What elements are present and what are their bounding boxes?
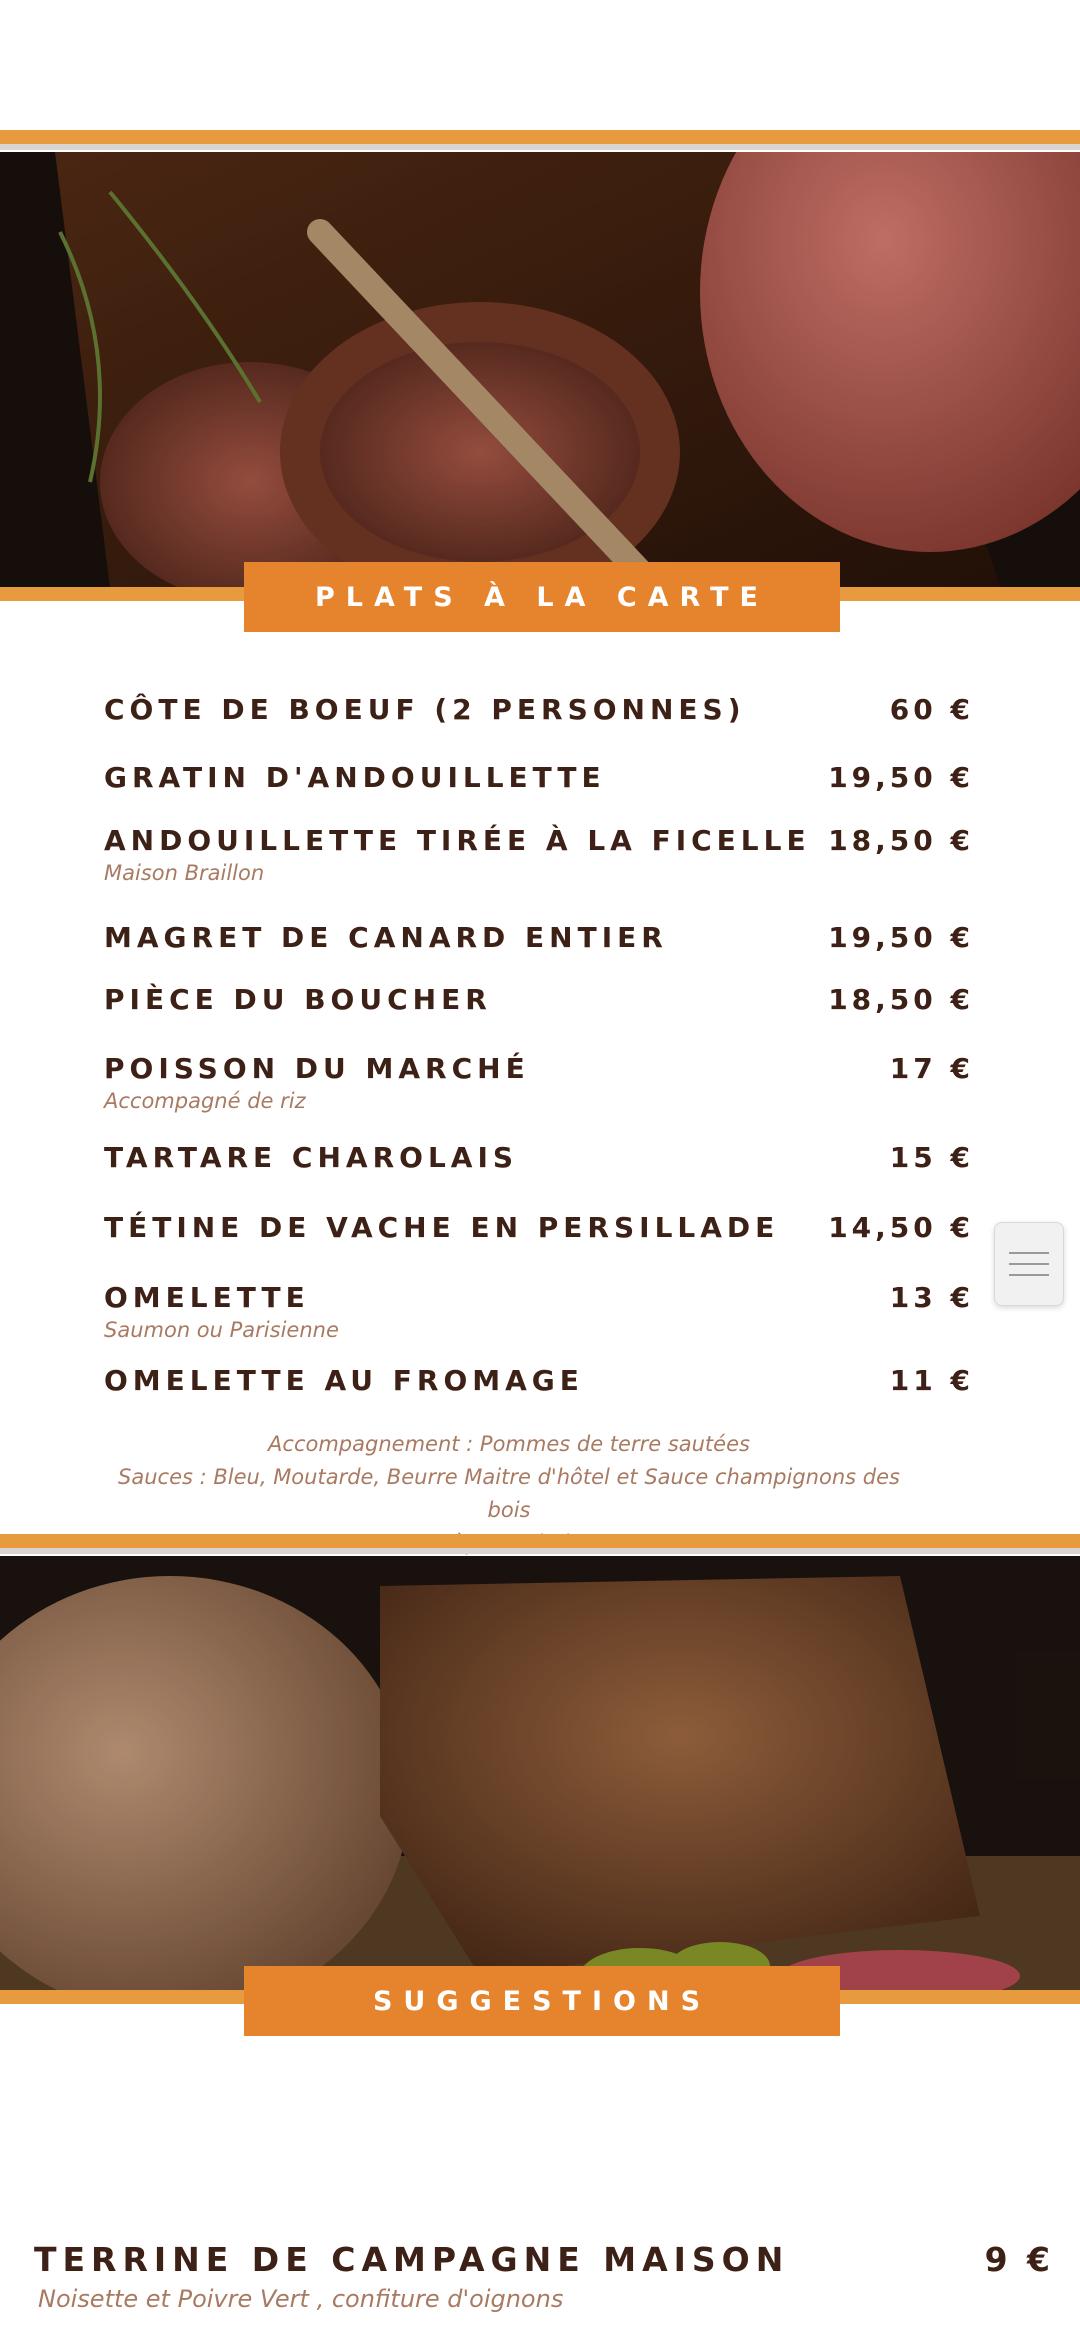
section-title-suggestions: SUGGESTIONS: [244, 1966, 840, 2036]
menu-item-price: 19,50 €: [828, 761, 974, 794]
menu-item-description: Maison Braillon: [104, 861, 265, 885]
suggestion-item-description: Noisette et Poivre Vert , confiture d'oignons: [38, 2285, 564, 2313]
menu-item-name: MAGRET DE CANARD ENTIER: [104, 921, 668, 954]
menu-item: [104, 824, 974, 885]
menu-item: [104, 921, 974, 954]
menu-item-name: GRATIN D'ANDOUILLETTE: [104, 761, 606, 794]
menu-item: [104, 693, 974, 726]
menu-item: [104, 1364, 974, 1397]
mid-accent-divider: [0, 1548, 1080, 1554]
menu-item-price: 60 €: [889, 693, 974, 726]
suggestion-item: [34, 2240, 1054, 2313]
note-line-sauces: Sauces : Bleu, Moutarde, Beurre Maitre d'hôtel et Sauce champignons des bois: [118, 1465, 900, 1522]
suggestion-item-name: TERRINE DE CAMPAGNE MAISON: [34, 2240, 790, 2279]
menu-item: [104, 1281, 974, 1342]
hamburger-menu-icon: [1009, 1274, 1049, 1276]
menu-item-name: CÔTE DE BOEUF (2 PERSONNES): [104, 693, 746, 726]
menu-item: [104, 1141, 974, 1174]
hamburger-menu-icon: [1009, 1263, 1049, 1265]
menu-item: [104, 1211, 974, 1244]
menu-item-price: 15 €: [889, 1141, 974, 1174]
menu-item-description: Accompagné de riz: [104, 1089, 306, 1113]
top-accent-divider: [0, 144, 1080, 150]
hero-photo-meat: [0, 152, 1080, 587]
note-line-accompaniment: Accompagnement : Pommes de terre sautées: [268, 1432, 750, 1456]
menu-item-name: TARTARE CHAROLAIS: [104, 1141, 519, 1174]
menu-item: [104, 761, 974, 794]
menu-item-name: OMELETTE AU FROMAGE: [104, 1364, 584, 1397]
hamburger-menu-icon: [1009, 1252, 1049, 1254]
menu-item-name: TÉTINE DE VACHE EN PERSILLADE: [104, 1211, 780, 1244]
menu-item-price: 11 €: [889, 1364, 974, 1397]
suggestion-item-price: 9 €: [984, 2240, 1054, 2279]
menu-item-price: 17 €: [889, 1052, 974, 1085]
mid-accent-band: [0, 1534, 1080, 1548]
menu-item-name: ANDOUILLETTE TIRÉE À LA FICELLE: [104, 824, 811, 857]
menu-item-name: PIÈCE DU BOUCHER: [104, 983, 492, 1016]
suggestions-photo-terrine: [0, 1556, 1080, 1990]
menu-item-name: OMELETTE: [104, 1281, 310, 1314]
section-title-plats: PLATS À LA CARTE: [244, 562, 840, 632]
menu-item-name: POISSON DU MARCHÉ: [104, 1052, 530, 1085]
menu-item-price: 19,50 €: [828, 921, 974, 954]
menu-item-price: 13 €: [889, 1281, 974, 1314]
menu-item: [104, 1052, 974, 1113]
menu-item-price: 14,50 €: [828, 1211, 974, 1244]
menu-button[interactable]: [994, 1222, 1064, 1306]
menu-item-description: Saumon ou Parisienne: [104, 1318, 339, 1342]
menu-item-price: 18,50 €: [828, 824, 974, 857]
menu-item-price: 18,50 €: [828, 983, 974, 1016]
menu-item: [104, 983, 974, 1016]
top-accent-band: [0, 130, 1080, 144]
